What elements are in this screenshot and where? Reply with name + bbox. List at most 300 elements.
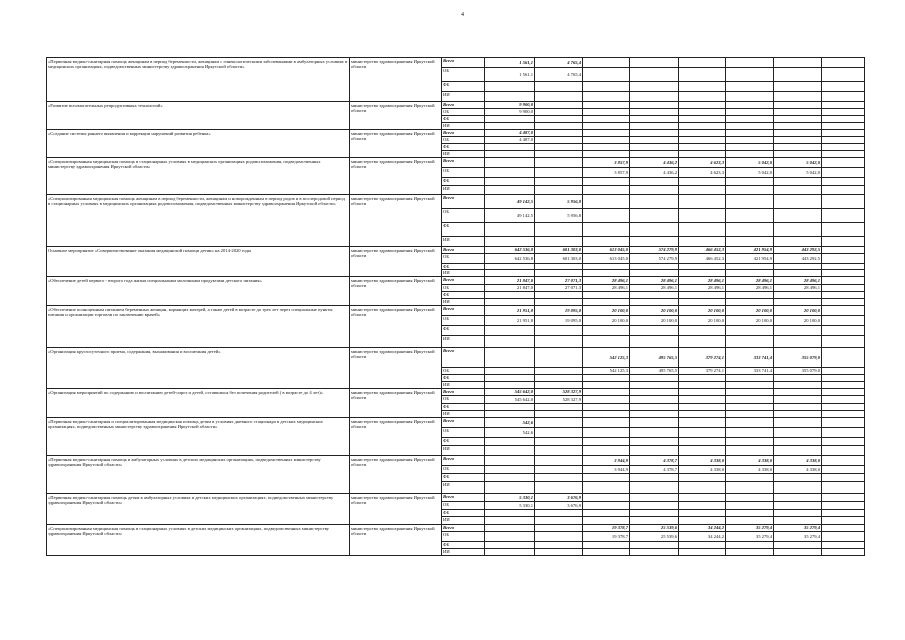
amount-cell xyxy=(679,130,726,137)
amount-cell xyxy=(822,284,865,291)
funding-source: ОБ xyxy=(442,501,485,509)
amount-cell xyxy=(535,137,583,144)
amount-cell xyxy=(822,144,865,151)
amount-cell xyxy=(679,144,726,151)
amount-cell xyxy=(822,367,865,374)
table-row xyxy=(47,195,865,209)
amount-cell: 5 042,0 xyxy=(774,158,822,168)
amount-cell xyxy=(630,209,679,223)
amount-cell xyxy=(822,374,865,381)
amount-cell: 49 142,5 xyxy=(485,209,535,223)
funding-source: ОБ xyxy=(442,168,485,178)
amount-cell xyxy=(774,109,822,116)
amount-cell xyxy=(822,455,865,465)
amount-cell xyxy=(583,410,630,417)
amount-cell: 25 539,6 xyxy=(630,524,679,531)
amount-cell xyxy=(630,395,679,403)
activity-description: «Организация круглосуточного приема, содержания, выхаживания и воспитания детей» xyxy=(47,347,350,388)
amount-cell xyxy=(679,427,726,437)
amount-cell xyxy=(535,403,583,410)
amount-cell xyxy=(535,541,583,548)
amount-cell xyxy=(726,92,774,102)
amount-cell xyxy=(485,473,535,481)
amount-cell xyxy=(726,548,774,555)
activity-description: «Развитие вспомогательных репродуктивных технологий» xyxy=(47,102,350,130)
amount-cell xyxy=(485,437,535,445)
amount-cell: 19 378,7 xyxy=(583,524,630,531)
amount-cell xyxy=(535,92,583,102)
amount-cell xyxy=(485,541,535,548)
funding-source: ОБ xyxy=(442,427,485,437)
amount-cell xyxy=(630,381,679,388)
amount-cell xyxy=(726,58,774,68)
amount-cell xyxy=(726,123,774,130)
amount-cell xyxy=(726,144,774,151)
responsible-executor: министерство здравоохранения Иркутской области xyxy=(350,524,442,555)
amount-cell xyxy=(583,109,630,116)
amount-cell xyxy=(679,501,726,509)
amount-cell xyxy=(774,410,822,417)
amount-cell xyxy=(485,291,535,298)
amount-cell xyxy=(774,335,822,347)
amount-cell xyxy=(822,82,865,92)
amount-cell xyxy=(726,102,774,109)
amount-cell: 601 303,0 xyxy=(535,254,583,264)
amount-cell: 35 279,4 xyxy=(774,531,822,541)
amount-cell xyxy=(535,144,583,151)
amount-cell xyxy=(822,465,865,473)
responsible-executor: министерство здравоохранения Иркутской области xyxy=(350,455,442,493)
amount-cell: 4 765,4 xyxy=(535,68,583,82)
amount-cell: 333 741,4 xyxy=(726,367,774,374)
amount-cell xyxy=(726,473,774,481)
amount-cell xyxy=(679,186,726,195)
amount-cell: 20 100,0 xyxy=(630,305,679,315)
amount-cell xyxy=(822,427,865,437)
activity-description: «Первичная медико-санитарная помощь в амбулаторных условиях в детских медицинских организациях, подведомственных министерству здравоохранения Иркутской области» xyxy=(47,455,350,493)
amount-cell xyxy=(822,276,865,284)
amount-cell: 542 125,3 xyxy=(583,367,630,374)
amount-cell xyxy=(726,109,774,116)
amount-cell: 642 536,8 xyxy=(485,254,535,264)
amount-cell: 4 436,2 xyxy=(630,158,679,168)
amount-cell: 20 100,0 xyxy=(726,305,774,315)
amount-cell xyxy=(485,151,535,158)
amount-cell xyxy=(774,395,822,403)
amount-cell: 28 496,1 xyxy=(726,276,774,284)
amount-cell xyxy=(679,509,726,516)
amount-cell: 28 496,1 xyxy=(679,276,726,284)
amount-cell xyxy=(822,237,865,247)
amount-cell xyxy=(822,123,865,130)
amount-cell xyxy=(822,445,865,455)
amount-cell xyxy=(679,109,726,116)
responsible-executor: министерство здравоохранения Иркутской области xyxy=(350,388,442,417)
amount-cell xyxy=(774,92,822,102)
budget-table xyxy=(46,57,865,556)
page-number: 4 xyxy=(461,12,464,18)
amount-cell xyxy=(485,381,535,388)
amount-cell xyxy=(535,223,583,237)
amount-cell: 5 042,0 xyxy=(774,168,822,178)
amount-cell xyxy=(774,58,822,68)
funding-source: ФБ xyxy=(442,374,485,381)
amount-cell xyxy=(822,186,865,195)
amount-cell xyxy=(485,410,535,417)
amount-cell xyxy=(774,209,822,223)
amount-cell xyxy=(583,509,630,516)
responsible-executor: министерство здравоохранения Иркутской области xyxy=(350,247,442,277)
amount-cell: 19 095,0 xyxy=(535,315,583,325)
amount-cell xyxy=(726,445,774,455)
amount-cell xyxy=(630,325,679,335)
amount-cell xyxy=(535,298,583,305)
amount-cell xyxy=(630,388,679,395)
amount-cell: 3 676,9 xyxy=(535,501,583,509)
amount-cell xyxy=(583,403,630,410)
amount-cell: 35 279,4 xyxy=(726,531,774,541)
amount-cell: 21 847,0 xyxy=(485,284,535,291)
amount-cell xyxy=(535,158,583,168)
amount-cell: 495 765,5 xyxy=(630,347,679,367)
amount-cell xyxy=(726,388,774,395)
amount-cell xyxy=(679,151,726,158)
funding-source: ИИ xyxy=(442,270,485,276)
amount-cell xyxy=(583,102,630,109)
amount-cell xyxy=(822,410,865,417)
amount-cell: 4 623,3 xyxy=(679,158,726,168)
amount-cell: 613 045,0 xyxy=(583,254,630,264)
amount-cell xyxy=(726,195,774,209)
amount-cell: 28 496,1 xyxy=(774,276,822,284)
amount-cell xyxy=(535,325,583,335)
table-row xyxy=(47,347,865,367)
funding-source: ОБ xyxy=(442,465,485,473)
amount-cell xyxy=(630,144,679,151)
amount-cell: 27 071,3 xyxy=(535,284,583,291)
funding-source: Всего xyxy=(442,58,485,68)
amount-cell xyxy=(630,195,679,209)
amount-cell xyxy=(535,381,583,388)
amount-cell xyxy=(679,381,726,388)
activity-description: «Создание системы раннего выявления и коррекции нарушений развития ребенка» xyxy=(47,130,350,158)
funding-source: ФБ xyxy=(442,509,485,516)
funding-source: ИИ xyxy=(442,445,485,455)
funding-source: ФБ xyxy=(442,116,485,123)
amount-cell xyxy=(630,223,679,237)
amount-cell: 1 561,1 xyxy=(485,58,535,68)
amount-cell xyxy=(774,501,822,509)
amount-cell xyxy=(679,82,726,92)
amount-cell: 21 951,8 xyxy=(485,315,535,325)
amount-cell xyxy=(822,388,865,395)
amount-cell xyxy=(583,178,630,186)
amount-cell xyxy=(822,298,865,305)
amount-cell xyxy=(679,473,726,481)
amount-cell xyxy=(726,481,774,493)
amount-cell xyxy=(822,493,865,501)
amount-cell: 542,6 xyxy=(485,427,535,437)
amount-cell xyxy=(679,395,726,403)
amount-cell: 421 954,9 xyxy=(726,247,774,254)
funding-source: ИИ xyxy=(442,298,485,305)
amount-cell xyxy=(822,178,865,186)
amount-cell xyxy=(630,116,679,123)
amount-cell xyxy=(822,347,865,367)
amount-cell: 3 944,9 xyxy=(583,455,630,465)
amount-cell xyxy=(822,395,865,403)
amount-cell xyxy=(535,410,583,417)
amount-cell xyxy=(485,325,535,335)
amount-cell: 20 100,0 xyxy=(583,305,630,315)
amount-cell xyxy=(583,82,630,92)
amount-cell xyxy=(774,325,822,335)
table-row xyxy=(47,305,865,315)
amount-cell xyxy=(583,548,630,555)
amount-cell xyxy=(774,178,822,186)
amount-cell xyxy=(822,223,865,237)
amount-cell xyxy=(726,209,774,223)
table-row xyxy=(47,102,865,109)
amount-cell xyxy=(535,109,583,116)
amount-cell xyxy=(822,151,865,158)
amount-cell xyxy=(630,516,679,524)
amount-cell xyxy=(822,531,865,541)
amount-cell: 27 071,3 xyxy=(535,276,583,284)
amount-cell xyxy=(822,92,865,102)
amount-cell: 379 274,1 xyxy=(679,367,726,374)
amount-cell xyxy=(630,92,679,102)
amount-cell xyxy=(726,130,774,137)
amount-cell: 4 623,3 xyxy=(679,168,726,178)
amount-cell xyxy=(679,325,726,335)
amount-cell xyxy=(774,102,822,109)
amount-cell xyxy=(774,82,822,92)
amount-cell xyxy=(822,116,865,123)
amount-cell xyxy=(726,403,774,410)
amount-cell: 25 539,6 xyxy=(630,531,679,541)
amount-cell: 20 100,0 xyxy=(630,315,679,325)
amount-cell: 20 100,0 xyxy=(679,315,726,325)
amount-cell xyxy=(822,68,865,82)
amount-cell xyxy=(679,403,726,410)
funding-source: ОБ xyxy=(442,315,485,325)
amount-cell: 28 496,1 xyxy=(583,284,630,291)
amount-cell xyxy=(679,209,726,223)
amount-cell xyxy=(774,445,822,455)
amount-cell xyxy=(630,445,679,455)
amount-cell: 601 303,0 xyxy=(535,247,583,254)
amount-cell xyxy=(535,168,583,178)
funding-source: ОБ xyxy=(442,109,485,116)
amount-cell: 28 496,1 xyxy=(679,284,726,291)
amount-cell xyxy=(535,473,583,481)
amount-cell xyxy=(822,501,865,509)
funding-source: ОБ xyxy=(442,254,485,264)
amount-cell xyxy=(630,291,679,298)
amount-cell xyxy=(485,298,535,305)
activity-description: «Обеспечение полноценным питанием беременных женщин, кормящих матерей, а также детей в возрасте до трех лет через специальные пункты питания и организации торговли по заключению врачей» xyxy=(47,305,350,347)
amount-cell xyxy=(583,116,630,123)
amount-cell xyxy=(535,291,583,298)
amount-cell xyxy=(485,445,535,455)
amount-cell xyxy=(583,58,630,68)
amount-cell xyxy=(822,109,865,116)
amount-cell: 4 338,0 xyxy=(726,455,774,465)
amount-cell: 5 042,0 xyxy=(726,168,774,178)
amount-cell xyxy=(535,465,583,473)
amount-cell xyxy=(630,403,679,410)
amount-cell xyxy=(583,68,630,82)
amount-cell xyxy=(583,493,630,501)
amount-cell: 613 045,0 xyxy=(583,247,630,254)
funding-source: ИИ xyxy=(442,92,485,102)
amount-cell xyxy=(679,68,726,82)
amount-cell xyxy=(535,237,583,247)
amount-cell: 28 496,1 xyxy=(630,276,679,284)
amount-cell: 528 327,9 xyxy=(535,395,583,403)
amount-cell xyxy=(774,151,822,158)
amount-cell: 4 487,0 xyxy=(485,137,535,144)
amount-cell xyxy=(822,209,865,223)
funding-source: Всего xyxy=(442,130,485,137)
funding-source: ИИ xyxy=(442,123,485,130)
amount-cell xyxy=(535,82,583,92)
amount-cell xyxy=(535,102,583,109)
amount-cell xyxy=(535,524,583,531)
table-row xyxy=(47,276,865,284)
funding-source: ИИ xyxy=(442,151,485,158)
amount-cell: 9 900,0 xyxy=(485,109,535,116)
amount-cell xyxy=(679,137,726,144)
amount-cell xyxy=(583,137,630,144)
amount-cell xyxy=(726,410,774,417)
amount-cell xyxy=(774,116,822,123)
amount-cell xyxy=(485,516,535,524)
amount-cell xyxy=(726,68,774,82)
amount-cell xyxy=(583,417,630,427)
activity-description: «Специализированная медицинская помощь в стационарных условиях в медицинских организациях родовспоможения, подведомственных министерству здравоохранения Иркутской области» xyxy=(47,158,350,195)
table-row xyxy=(47,388,865,395)
amount-cell xyxy=(535,123,583,130)
amount-cell xyxy=(583,437,630,445)
amount-cell: 34 244,2 xyxy=(679,531,726,541)
amount-cell xyxy=(822,403,865,410)
amount-cell xyxy=(630,68,679,82)
funding-source: ИИ xyxy=(442,410,485,417)
amount-cell xyxy=(679,195,726,209)
funding-source: Всего xyxy=(442,493,485,501)
funding-source: ОБ xyxy=(442,367,485,374)
funding-source: Всего xyxy=(442,455,485,465)
amount-cell: 4 338,0 xyxy=(679,455,726,465)
amount-cell: 35 279,4 xyxy=(726,524,774,531)
amount-cell xyxy=(535,151,583,158)
amount-cell xyxy=(583,195,630,209)
funding-source: ОБ xyxy=(442,284,485,291)
responsible-executor: министерство здравоохранения Иркутской области xyxy=(350,276,442,305)
amount-cell xyxy=(630,335,679,347)
amount-cell xyxy=(485,116,535,123)
amount-cell xyxy=(822,158,865,168)
funding-source: ИИ xyxy=(442,548,485,555)
amount-cell xyxy=(485,178,535,186)
amount-cell xyxy=(774,223,822,237)
funding-source: ИИ xyxy=(442,516,485,524)
amount-cell xyxy=(822,437,865,445)
amount-cell xyxy=(630,178,679,186)
amount-cell: 3 857,9 xyxy=(583,168,630,178)
amount-cell: 4 378,7 xyxy=(630,455,679,465)
activity-description: «Организация мероприятий по содержанию и воспитанию детей-сирот и детей, оставшихся без попечения родителей ( в возрасте до 4 лет)» xyxy=(47,388,350,417)
amount-cell xyxy=(485,548,535,555)
amount-cell: 5 042,0 xyxy=(726,158,774,168)
amount-cell xyxy=(485,223,535,237)
amount-cell xyxy=(774,374,822,381)
amount-cell: 3 857,9 xyxy=(583,158,630,168)
amount-cell xyxy=(822,481,865,493)
amount-cell: 4 378,7 xyxy=(630,465,679,473)
amount-cell xyxy=(485,144,535,151)
amount-cell xyxy=(630,501,679,509)
amount-cell: 4 765,4 xyxy=(535,58,583,68)
amount-cell xyxy=(630,427,679,437)
amount-cell xyxy=(583,186,630,195)
amount-cell xyxy=(583,374,630,381)
amount-cell: 545 642,0 xyxy=(485,395,535,403)
amount-cell: 28 496,1 xyxy=(630,284,679,291)
amount-cell xyxy=(726,223,774,237)
amount-cell xyxy=(485,367,535,374)
amount-cell xyxy=(485,524,535,531)
amount-cell xyxy=(583,427,630,437)
amount-cell xyxy=(583,381,630,388)
amount-cell xyxy=(774,144,822,151)
amount-cell xyxy=(774,541,822,548)
funding-source: ФБ xyxy=(442,541,485,548)
activity-description: «Специализированная медицинская помощь в стационарных условиях в детских медицинских организациях, подведомственных министерству здравоохранения Иркутской области» xyxy=(47,524,350,555)
amount-cell xyxy=(679,417,726,427)
amount-cell xyxy=(630,82,679,92)
amount-cell xyxy=(774,473,822,481)
amount-cell: 3 944,9 xyxy=(583,465,630,473)
amount-cell xyxy=(679,548,726,555)
funding-source: ФБ xyxy=(442,325,485,335)
responsible-executor: министерство здравоохранения Иркутской области xyxy=(350,158,442,195)
amount-cell xyxy=(535,427,583,437)
amount-cell: 545 642,0 xyxy=(485,388,535,395)
amount-cell: 4 338,0 xyxy=(679,465,726,473)
funding-source: ФБ xyxy=(442,473,485,481)
amount-cell xyxy=(679,102,726,109)
amount-cell xyxy=(679,223,726,237)
amount-cell xyxy=(485,92,535,102)
amount-cell xyxy=(485,168,535,178)
amount-cell xyxy=(535,130,583,137)
amount-cell xyxy=(774,237,822,247)
amount-cell xyxy=(679,445,726,455)
amount-cell: 34 244,2 xyxy=(679,524,726,531)
amount-cell xyxy=(630,509,679,516)
funding-source: ИИ xyxy=(442,186,485,195)
amount-cell xyxy=(822,325,865,335)
amount-cell xyxy=(630,417,679,427)
amount-cell xyxy=(774,509,822,516)
amount-cell xyxy=(630,109,679,116)
amount-cell xyxy=(485,465,535,473)
amount-cell xyxy=(630,130,679,137)
amount-cell xyxy=(726,395,774,403)
